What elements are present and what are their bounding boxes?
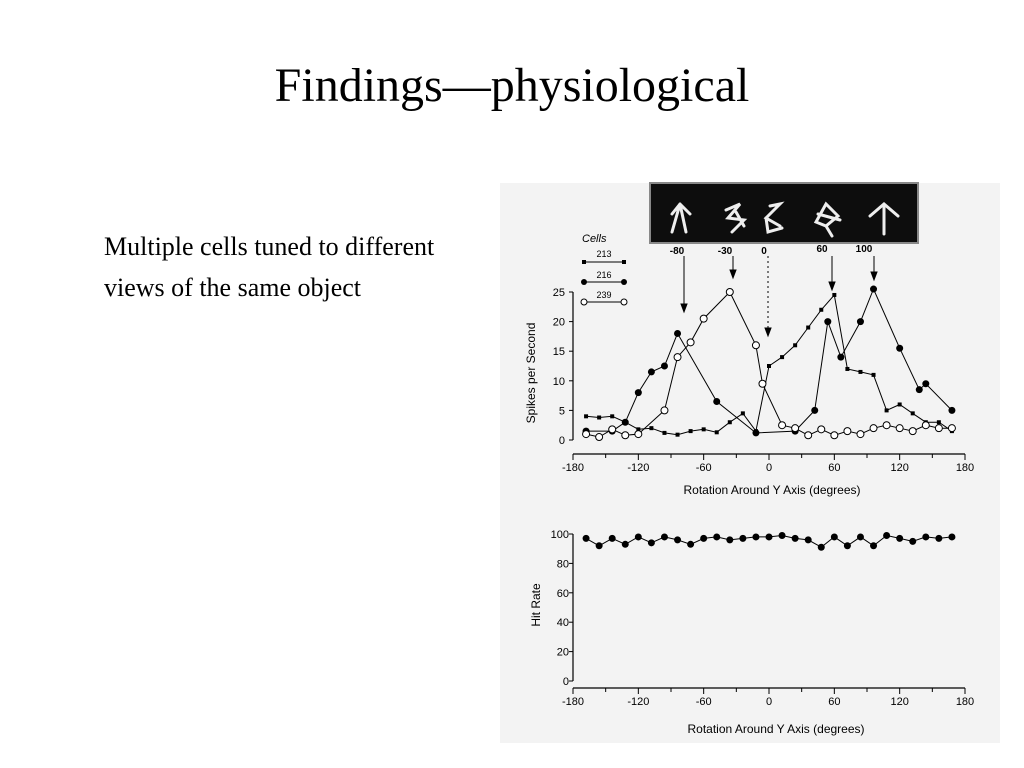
spikes-chart-series-216-point — [648, 368, 655, 375]
spikes-chart-ytick-label: 15 — [552, 346, 565, 359]
spikes-chart-series-216-point — [752, 429, 759, 436]
spikes-chart-ylabel: Spikes per Second — [524, 322, 538, 424]
hit-rate-chart-ytick-label: 80 — [556, 558, 569, 571]
legend-title: Cells — [582, 233, 607, 245]
hit-rate-chart-ytick-label: 20 — [556, 646, 569, 659]
legend-marker-213 — [582, 260, 586, 264]
spikes-chart-series-239-point — [935, 425, 942, 432]
legend-marker-239-end — [621, 299, 627, 305]
hit-rate-chart-ytick-label: 60 — [556, 587, 569, 600]
spikes-chart-series-216-point — [635, 389, 642, 396]
spikes-chart-series-213-point — [793, 343, 797, 347]
hit-rate-chart-series-hit-rate-point — [661, 533, 668, 540]
hit-rate-chart-xtick-label: 180 — [955, 696, 975, 708]
spikes-chart-series-213-point — [689, 429, 693, 433]
spikes-chart-series-239-point — [752, 342, 759, 349]
legend-label-239: 239 — [596, 290, 612, 300]
spikes-chart-xtick-label: 180 — [955, 462, 975, 474]
spikes-chart-series-213-point — [767, 364, 771, 368]
spikes-chart-series-213-point — [872, 373, 876, 377]
hit-rate-chart-xtick-label: -60 — [695, 696, 712, 708]
hit-rate-chart-ytick-label: 0 — [562, 676, 569, 688]
view-label-5: 100 — [855, 244, 873, 255]
hit-rate-chart-series-hit-rate-point — [752, 533, 759, 540]
spikes-chart-series-239-point — [818, 426, 825, 433]
spikes-chart-series-216-point — [948, 407, 955, 414]
hit-rate-chart-series-hit-rate-point — [844, 542, 851, 549]
legend-label-216: 216 — [596, 270, 612, 280]
spikes-chart-series-239-point — [922, 422, 929, 429]
legend-marker-239 — [581, 299, 587, 305]
hit-rate-chart-xlabel: Rotation Around Y Axis (degrees) — [687, 722, 865, 736]
spikes-chart-series-216-point — [661, 363, 668, 370]
hit-rate-chart-ylabel: Hit Rate — [529, 583, 543, 627]
spikes-chart-series-216-point — [674, 330, 681, 337]
spikes-chart-series-239-point — [883, 422, 890, 429]
spikes-chart-series-216-point — [870, 286, 877, 293]
hit-rate-chart-xtick-label: 60 — [828, 696, 841, 708]
view-label-1: -80 — [669, 246, 685, 257]
hit-rate-chart-series-hit-rate-point — [883, 532, 890, 539]
spikes-chart-series-213-point — [845, 367, 849, 371]
spikes-chart-series-216-point — [713, 398, 720, 405]
spikes-chart-series-239-point — [609, 426, 616, 433]
spikes-chart-xtick-label: 120 — [890, 462, 909, 474]
spikes-chart-series-239-point — [831, 432, 838, 439]
spikes-chart-xtick-label: 60 — [828, 462, 841, 474]
spikes-chart-xtick-label: -120 — [627, 462, 650, 474]
hit-rate-chart-ytick-label: 40 — [556, 617, 569, 630]
spikes-chart-series-239-point — [661, 407, 668, 414]
hit-rate-chart-series-hit-rate-point — [739, 535, 746, 542]
spikes-chart-series-213-point — [885, 408, 889, 412]
spikes-chart-series-213-point — [662, 431, 666, 435]
spikes-chart-xlabel: Rotation Around Y Axis (degrees) — [683, 483, 861, 497]
hit-rate-chart-series-hit-rate-point — [805, 536, 812, 543]
spikes-chart-series-239-point — [687, 339, 694, 346]
hit-rate-chart-series-hit-rate-point — [609, 535, 616, 542]
legend-marker-216-end — [621, 279, 627, 285]
spikes-chart-series-213-point — [741, 411, 745, 415]
spikes-chart-series-213-point — [858, 370, 862, 374]
spikes-chart-series-213-point — [911, 411, 915, 415]
hit-rate-chart-ytick-label: 100 — [550, 529, 569, 541]
spikes-chart-series-213-point — [702, 427, 706, 431]
spikes-chart-series-239-point — [948, 425, 955, 432]
spikes-chart-series-239-point — [700, 315, 707, 322]
hit-rate-chart-xtick-label: -120 — [627, 696, 650, 708]
spikes-chart-ytick-label: 20 — [552, 316, 565, 329]
hit-rate-chart-series-hit-rate-point — [818, 544, 825, 551]
spikes-chart-ytick-label: 25 — [552, 287, 565, 299]
spikes-chart-series-239-point — [596, 434, 603, 441]
hit-rate-chart-series-hit-rate-point — [622, 541, 629, 548]
spikes-chart-series-239-point — [622, 432, 629, 439]
spikes-chart-series-216-point — [824, 318, 831, 325]
hit-rate-chart-series-hit-rate-point — [583, 535, 590, 542]
hit-rate-chart-series-hit-rate-point — [713, 533, 720, 540]
hit-rate-chart-series-hit-rate-point — [792, 535, 799, 542]
hit-rate-chart-xtick-label: -180 — [561, 696, 585, 708]
spikes-chart-series-239-point — [909, 428, 916, 435]
hit-rate-chart-series-hit-rate-point — [909, 538, 916, 545]
spikes-chart-series-239-point — [870, 425, 877, 432]
hit-rate-chart-series-hit-rate-point — [870, 542, 877, 549]
spikes-chart-series-239-point — [674, 354, 681, 361]
spikes-chart-series-216-point — [857, 318, 864, 325]
hit-rate-chart-series-hit-rate-point — [857, 533, 864, 540]
spikes-chart-series-213-point — [937, 420, 941, 424]
hit-rate-chart-series-hit-rate-point — [948, 533, 955, 540]
hit-rate-chart-series-hit-rate-point — [779, 532, 786, 539]
spikes-chart-xtick-label: 0 — [765, 462, 773, 474]
hit-rate-chart-series-hit-rate-point — [831, 533, 838, 540]
hit-rate-chart-series-hit-rate-point — [596, 542, 603, 549]
spikes-chart-xtick-label: -60 — [695, 462, 712, 474]
legend-marker-213-end — [622, 260, 626, 264]
hit-rate-chart-series-hit-rate-point — [922, 533, 929, 540]
spikes-chart-ytick-label: 0 — [558, 435, 565, 447]
hit-rate-chart-series-hit-rate-point — [935, 535, 942, 542]
spikes-chart-series-239-point — [792, 425, 799, 432]
spikes-chart-series-239-point — [759, 380, 766, 387]
spikes-chart-series-239-point — [779, 422, 786, 429]
spikes-chart-series-239-point — [844, 428, 851, 435]
view-label-2: -30 — [717, 246, 733, 257]
hit-rate-chart-series-hit-rate-point — [896, 535, 903, 542]
spikes-chart-series-213-point — [898, 402, 902, 406]
hit-rate-chart-xtick-label: 0 — [765, 696, 773, 708]
spikes-chart-series-216-point — [837, 354, 844, 361]
spikes-chart-series-213-point — [676, 433, 680, 437]
spikes-chart-series-239-point — [857, 431, 864, 438]
spikes-chart-series-239-point — [726, 289, 733, 296]
spikes-chart-series-239-point — [896, 425, 903, 432]
spikes-chart-series-213-point — [728, 420, 732, 424]
spikes-chart-ytick-label: 5 — [558, 405, 565, 418]
spikes-chart-xtick-label: -180 — [561, 462, 585, 474]
hit-rate-chart-series-hit-rate-point — [766, 533, 773, 540]
spikes-chart-series-216-point — [811, 407, 818, 414]
spikes-chart-series-216-point — [622, 419, 629, 426]
legend-marker-216 — [581, 279, 587, 285]
legend-label-213: 213 — [596, 249, 612, 259]
spikes-chart-series-213-point — [610, 414, 614, 418]
hit-rate-chart-xtick-label: 120 — [890, 696, 909, 708]
view-label-3: 0 — [761, 246, 767, 257]
hit-rate-chart-series-hit-rate-point — [726, 536, 733, 543]
spikes-chart-series-239-point — [805, 432, 812, 439]
spikes-chart-ytick-label: 10 — [552, 375, 565, 388]
spikes-chart-series-213-point — [806, 326, 810, 330]
spikes-chart-series-213-point — [649, 426, 653, 430]
hit-rate-chart-series-hit-rate-point — [674, 536, 681, 543]
stimulus-strip — [650, 183, 918, 243]
spikes-chart-series-213-point — [584, 414, 588, 418]
slide-body-text: Multiple cells tuned to different views of the same object — [104, 232, 435, 302]
spikes-chart-series-239-point — [583, 431, 590, 438]
spikes-chart-series-213-point — [832, 293, 836, 297]
spikes-chart-series-239-point — [635, 431, 642, 438]
slide-title: Findings—physiological — [274, 59, 750, 112]
spikes-chart-series-216-point — [916, 386, 923, 393]
hit-rate-chart-series-hit-rate-point — [687, 541, 694, 548]
spikes-chart-series-213-point — [715, 430, 719, 434]
spikes-chart-series-213-point — [780, 355, 784, 359]
hit-rate-chart-series-hit-rate-point — [700, 535, 707, 542]
spikes-chart-series-216-point — [896, 345, 903, 352]
spikes-chart-series-213-point — [597, 416, 601, 420]
view-label-4: 60 — [816, 244, 828, 255]
spikes-chart-series-213-point — [819, 308, 823, 312]
hit-rate-chart-series-hit-rate-point — [648, 539, 655, 546]
spikes-chart-series-216-point — [922, 380, 929, 387]
hit-rate-chart-series-hit-rate-point — [635, 533, 642, 540]
